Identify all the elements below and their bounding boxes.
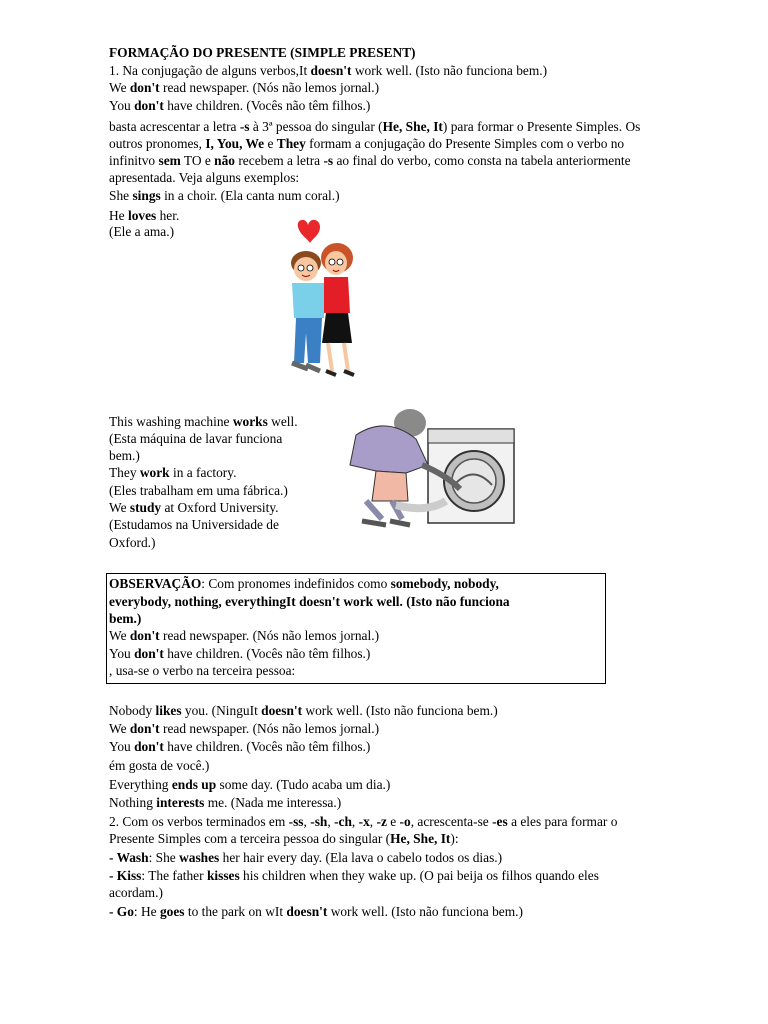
example-translation: (Esta máquina de lavar funciona — [109, 431, 283, 446]
example-line: Everything ends up some day. (Tudo acaba um dia.) — [109, 777, 391, 792]
observation-line: OBSERVAÇÃO: Com pronomes indefinidos como somebody, nobody, — [109, 576, 499, 591]
example-line: You don't have children. (Vocês não têm filhos.) — [109, 739, 371, 754]
example-translation: bem.) — [109, 448, 140, 463]
paragraph-line: 1. Na conjugação de alguns verbos,It doesn't work well. (Isto não funciona bem.) — [109, 63, 548, 78]
observation-line: everybody, nothing, everythingIt doesn't work well. (Isto não funciona — [109, 594, 510, 609]
page-title: FORMAÇÃO DO PRESENTE (SIMPLE PRESENT) — [109, 45, 416, 60]
example-line: This washing machine works well. — [109, 414, 298, 429]
observation-line: bem.) — [109, 611, 142, 626]
couple-illustration — [270, 213, 380, 383]
example-line: - Wash: She washes her hair every day. (Ela lava o cabelo todos os dias.) — [109, 850, 503, 865]
example-line: ém gosta de você.) — [109, 758, 210, 773]
example-translation: (Eles trabalham em uma fábrica.) — [109, 483, 288, 498]
washing-machine-illustration — [336, 405, 526, 533]
paragraph-line: We don't read newspaper. (Nós não lemos jornal.) — [109, 80, 380, 95]
example-line: They work in a factory. — [109, 465, 237, 480]
example-line: We study at Oxford University. — [109, 500, 279, 515]
paragraph-line: basta acrescentar a letra -s à 3ª pessoa do singular (He, She, It) para formar o Presente Simples. Os — [109, 119, 641, 134]
paragraph-line: You don't have children. (Vocês não têm filhos.) — [109, 98, 371, 113]
heart-icon — [298, 220, 320, 243]
example-line: We don't read newspaper. (Nós não lemos jornal.) — [109, 721, 380, 736]
example-line: - Kiss: The father kisses his children when they wake up. (O pai beija os filhos quando eles — [109, 868, 599, 883]
example-translation: (Estudamos na Universidade de — [109, 517, 279, 532]
example-line: She sings in a choir. (Ela canta num coral.) — [109, 188, 340, 203]
example-line: Nobody likes you. (NinguIt doesn't work well. (Isto não funciona bem.) — [109, 703, 498, 718]
example-translation: Oxford.) — [109, 535, 156, 550]
example-line: Nothing interests me. (Nada me interessa.) — [109, 795, 342, 810]
example-line: - Go: He goes to the park on wIt doesn't work well. (Isto não funciona bem.) — [109, 904, 523, 919]
paragraph-line: Presente Simples com a terceira pessoa do singular (He, She, It): — [109, 831, 459, 846]
example-line: acordam.) — [109, 885, 163, 900]
example-translation: (Ele a ama.) — [109, 224, 175, 239]
observation-line: You don't have children. (Vocês não têm filhos.) — [109, 646, 371, 661]
observation-box — [106, 573, 606, 684]
example-line: He loves her. — [109, 208, 180, 223]
paragraph-line: apresentada. Veja alguns exemplos: — [109, 170, 300, 185]
observation-line: , usa-se o verbo na terceira pessoa: — [109, 663, 296, 678]
observation-line: We don't read newspaper. (Nós não lemos jornal.) — [109, 628, 380, 643]
paragraph-line: 2. Com os verbos terminados em -ss, -sh, -ch, -x, -z e -o, acrescenta-se -es a eles para formar o — [109, 814, 618, 829]
paragraph-line: infinitvo sem TO e não recebem a letra -s ao final do verbo, como consta na tabela anteriormente — [109, 153, 631, 168]
paragraph-line: outros pronomes, I, You, We e They formam a conjugação do Presente Simples com o verbo no — [109, 136, 625, 151]
